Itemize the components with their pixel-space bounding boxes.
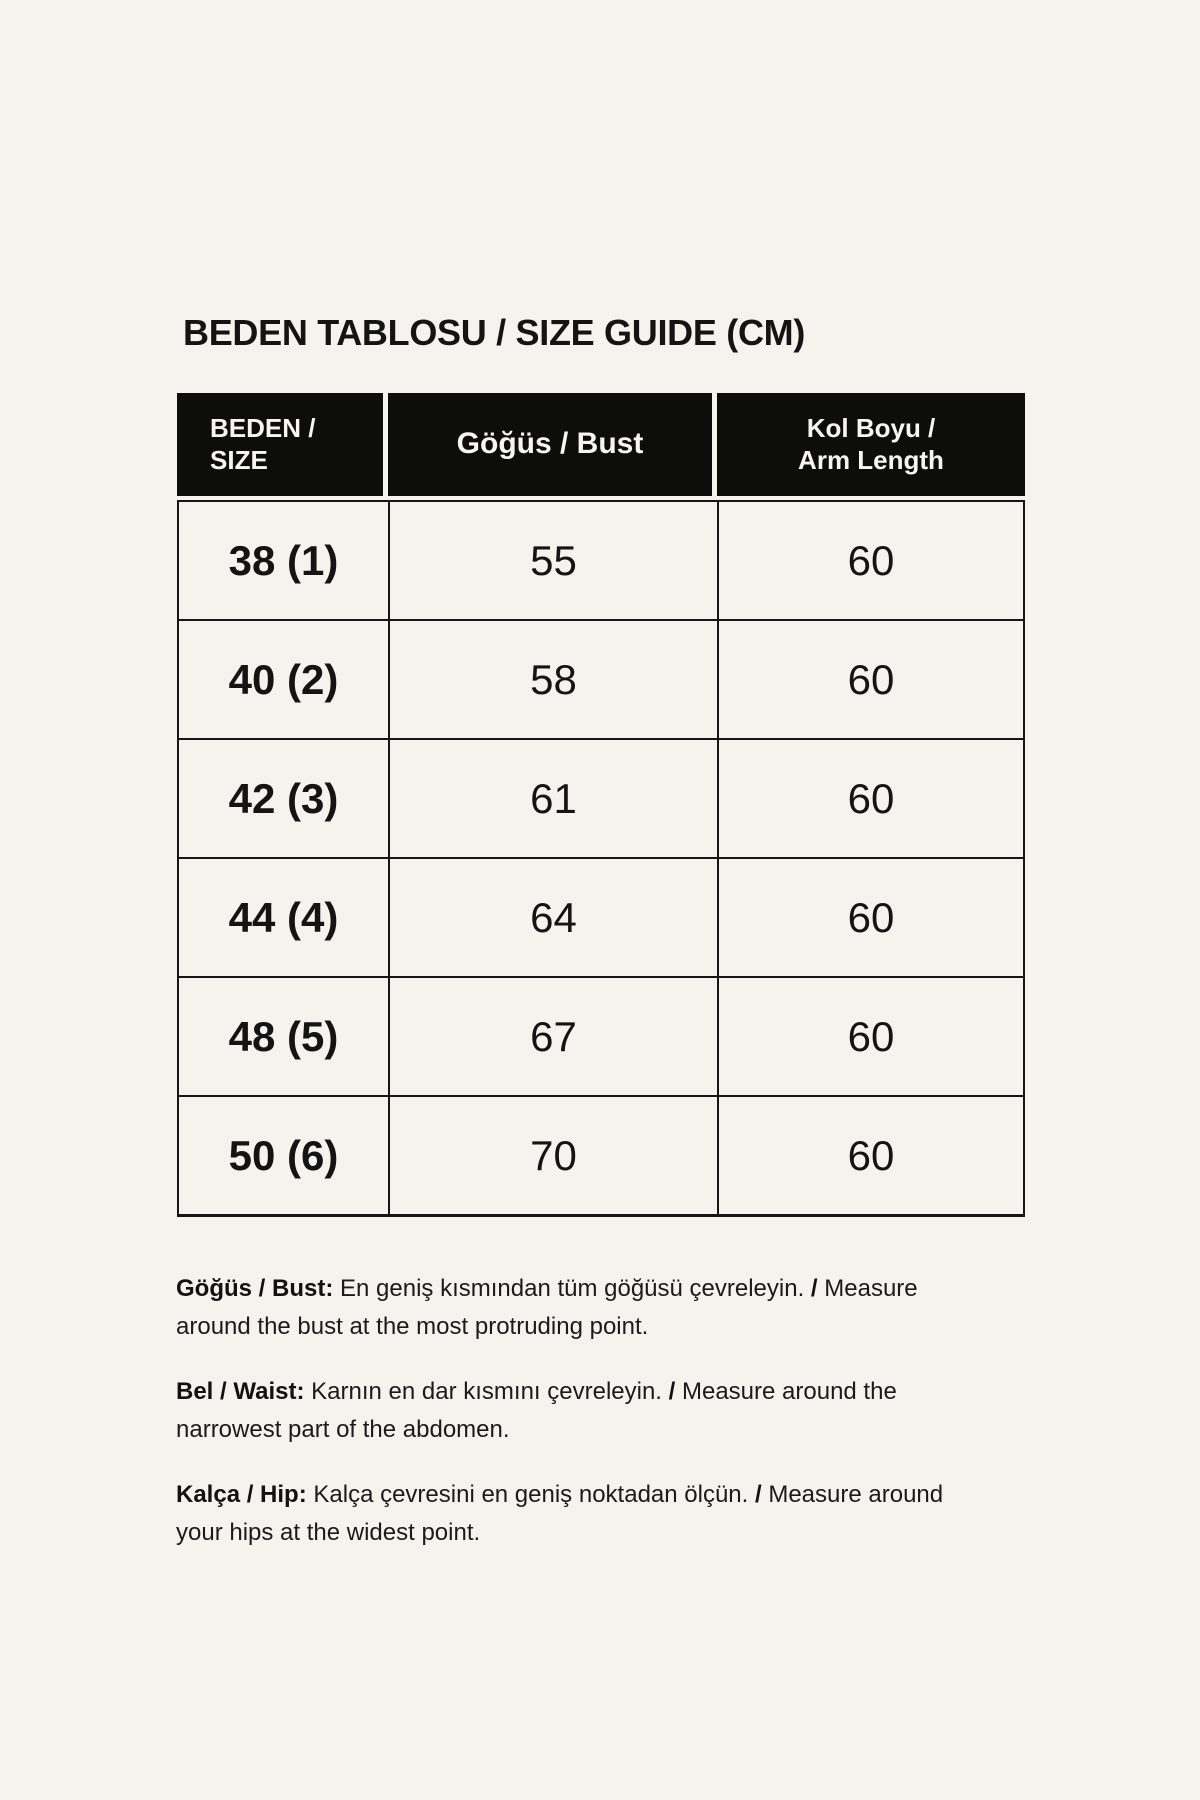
note-text-en: Measure around your hips at the widest point. xyxy=(176,1481,944,1546)
bust-cell: 70 xyxy=(390,1097,717,1214)
size-cell: 38 (1) xyxy=(179,502,388,619)
header-cell-size xyxy=(177,393,388,496)
header-arm-line2: Arm Length xyxy=(798,444,944,475)
note-text-tr: En geniş kısmından tüm göğüsü çevreleyin. xyxy=(340,1275,805,1302)
header-arm-line1: Kol Boyu / xyxy=(806,412,936,443)
size-cell: 50 (6) xyxy=(179,1097,388,1214)
note-separator: / xyxy=(810,1275,818,1302)
table-body xyxy=(177,500,1025,1217)
size-cell: 42 (3) xyxy=(179,740,388,857)
note-text-tr: Karnın en dar kısmını çevreleyin. xyxy=(311,1378,662,1405)
size-cell: 40 (2) xyxy=(179,621,388,738)
size-cell: 48 (5) xyxy=(179,978,388,1095)
note-lead: Bel / Waist: xyxy=(176,1378,305,1405)
size-cell: 44 (4) xyxy=(179,859,388,976)
note-text-tr: Kalça çevresini en geniş noktadan ölçün. xyxy=(313,1481,749,1508)
arm-length-cell: 60 xyxy=(719,740,1023,857)
note-bust xyxy=(176,1270,976,1346)
header-cell-bust xyxy=(388,393,717,496)
arm-length-cell: 60 xyxy=(719,978,1023,1095)
bust-cell: 55 xyxy=(390,502,717,619)
bust-cell: 64 xyxy=(390,859,717,976)
size-guide-table xyxy=(177,393,1025,1217)
arm-length-cell: 60 xyxy=(719,502,1023,619)
note-lead: Göğüs / Bust: xyxy=(176,1275,334,1302)
arm-length-cell: 60 xyxy=(719,859,1023,976)
note-separator: / xyxy=(668,1378,676,1405)
note-lead: Kalça / Hip: xyxy=(176,1481,307,1508)
bust-cell: 61 xyxy=(390,740,717,857)
bust-cell: 67 xyxy=(390,978,717,1095)
header-size-line1: BEDEN / xyxy=(210,412,316,443)
note-separator: / xyxy=(755,1481,762,1508)
header-bust-line1: Göğüs / Bust xyxy=(456,427,644,461)
table-header-row xyxy=(177,393,1025,496)
header-size-line2: SIZE xyxy=(210,444,268,475)
bust-cell: 58 xyxy=(390,621,717,738)
note-waist xyxy=(176,1373,976,1449)
arm-length-cell: 60 xyxy=(719,1097,1023,1214)
measurement-notes xyxy=(176,1270,976,1579)
note-text-en: Measure around the bust at the most protruding point. xyxy=(176,1275,918,1340)
page-title: BEDEN TABLOSU / SIZE GUIDE (CM) xyxy=(183,312,806,354)
note-text-en: Measure around the narrowest part of the abdomen. xyxy=(176,1378,897,1443)
header-cell-arm-length xyxy=(717,393,1025,496)
arm-length-cell: 60 xyxy=(719,621,1023,738)
note-hip xyxy=(176,1476,976,1552)
